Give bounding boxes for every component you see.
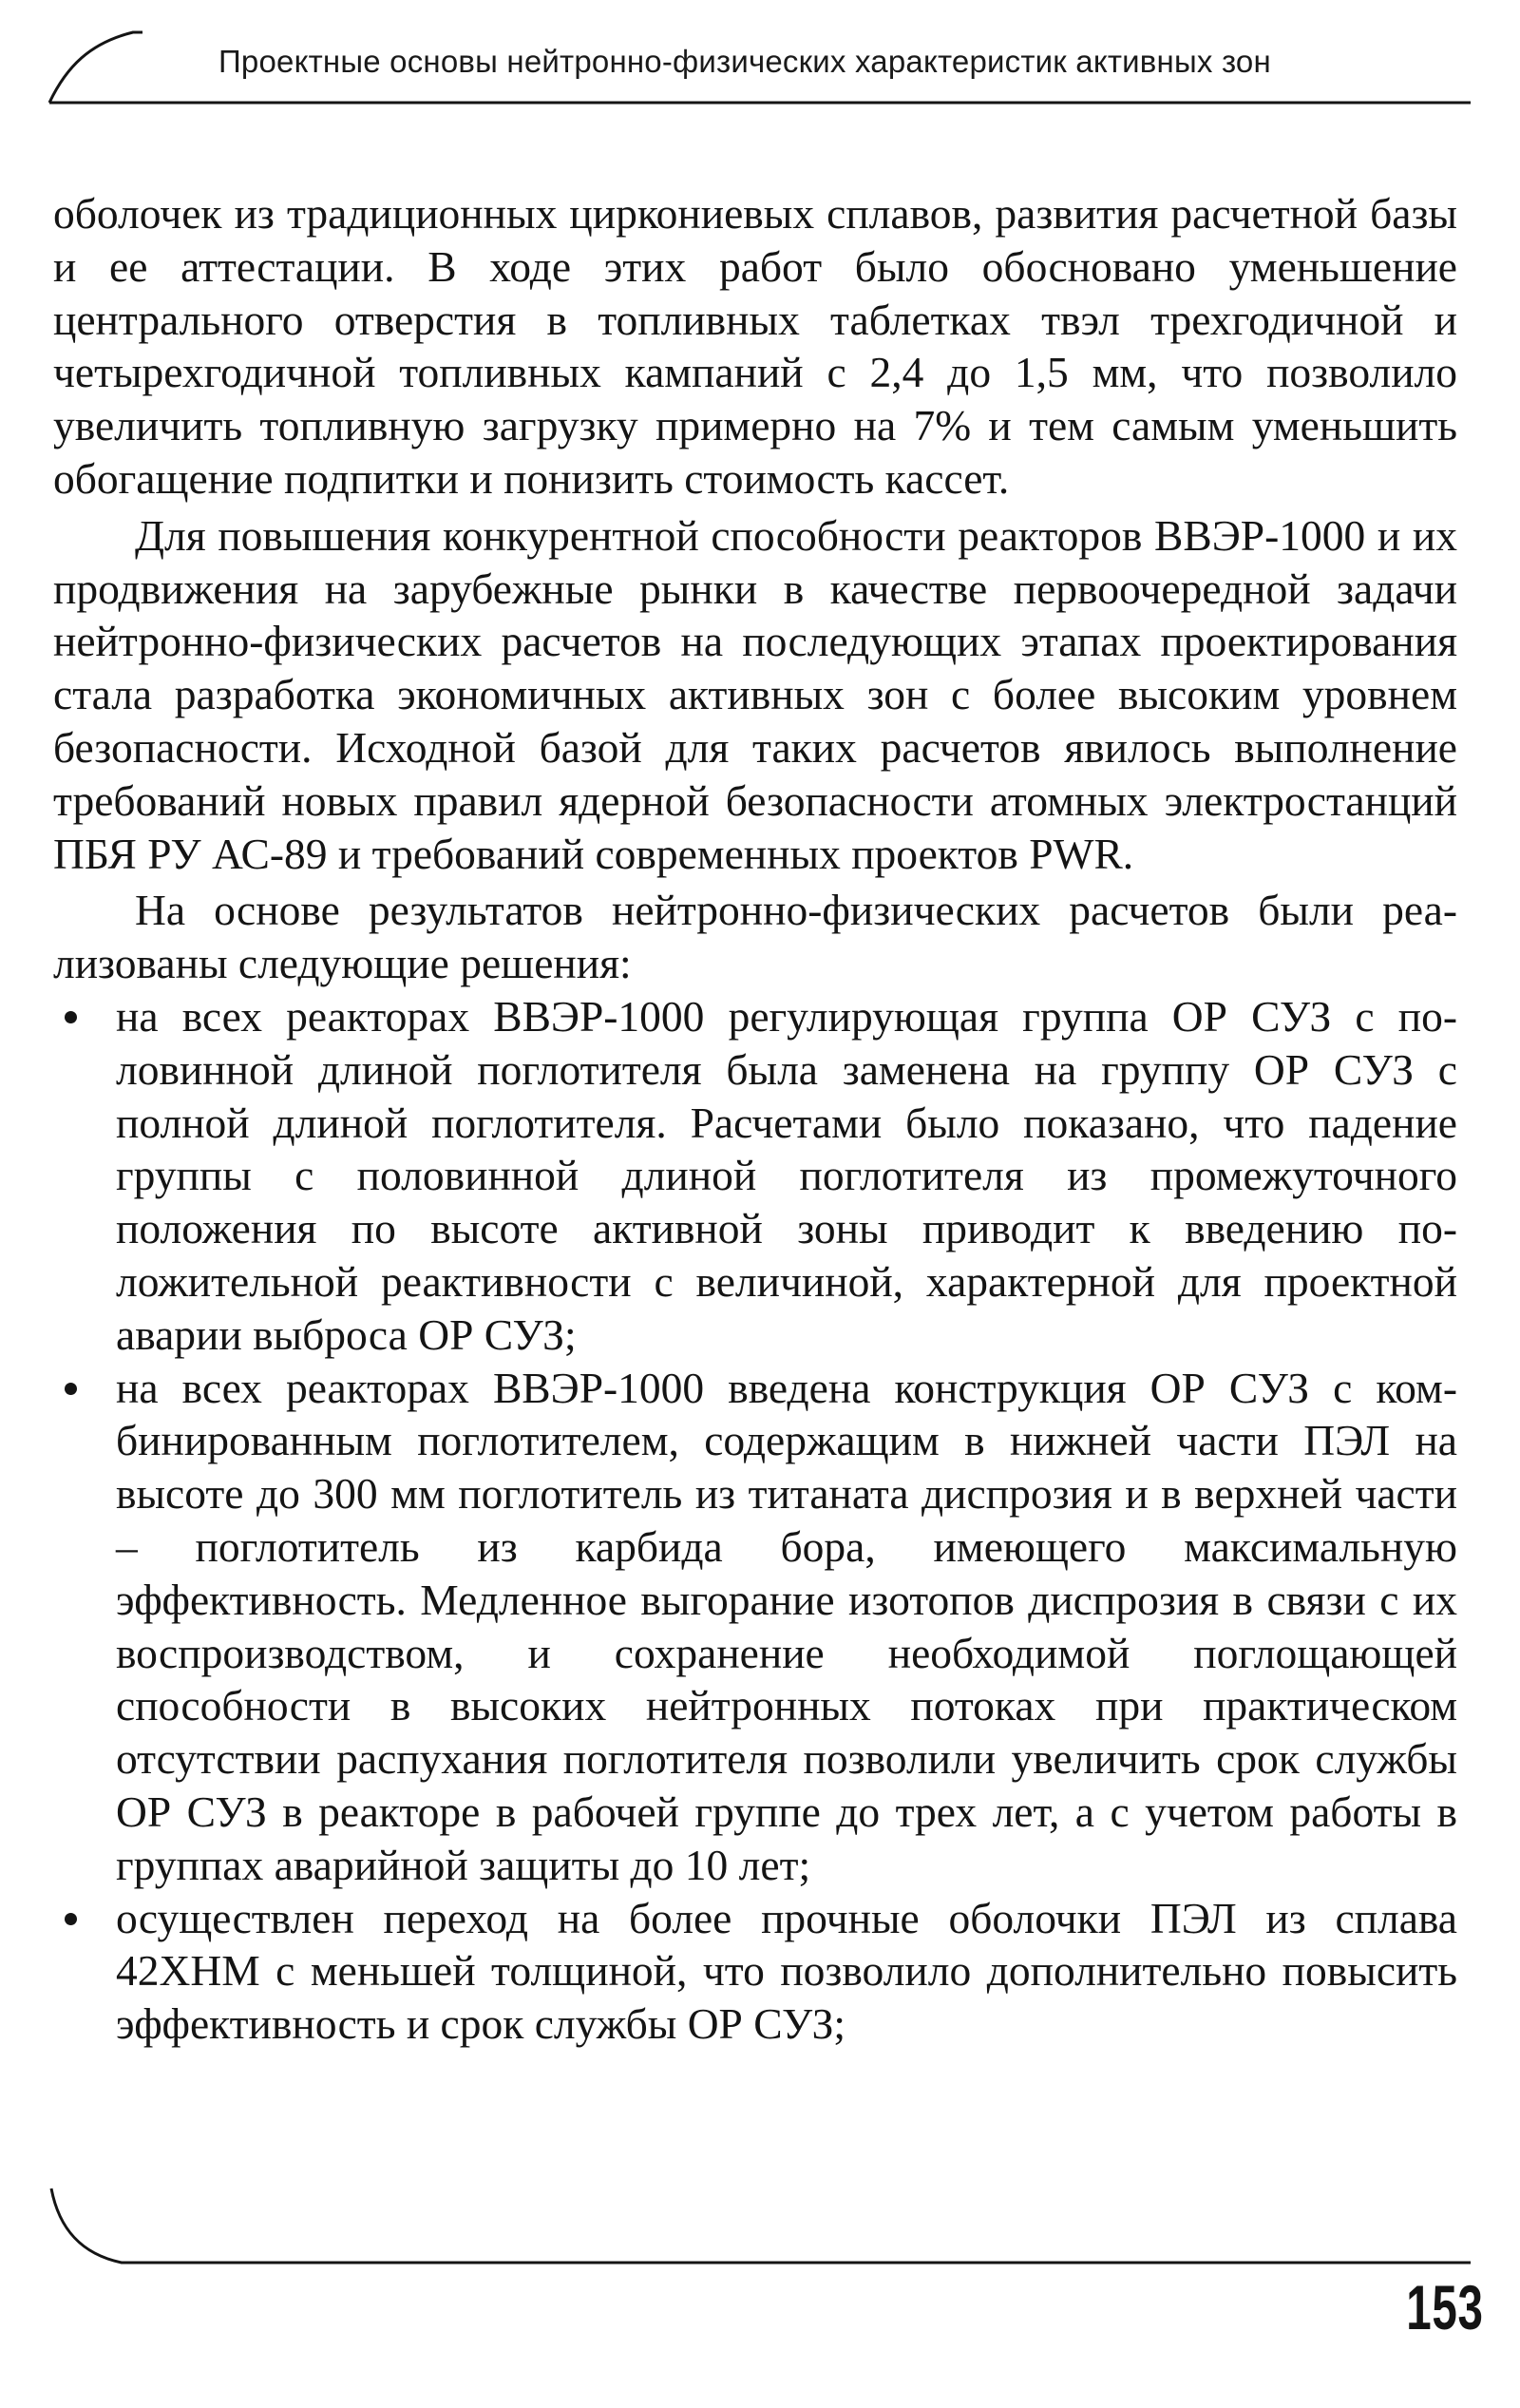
header-rule	[49, 32, 142, 103]
footer-rule	[51, 2188, 1471, 2263]
paragraph-1: оболочек из традиционных циркониевых сплавов, развития расчетной базы и ее аттестации. В ходе этих работ было обосновано уменьшение центрального отверстия в топливных таблетках твэл трехгодичной и четырехгодичной топливных кампаний с 2,4 до 1,5 мм, что позволило увеличить топливную загрузку примерно на 7% и тем самым уменьшить обогащение подпитки и понизить стоимость кассет.	[53, 189, 1457, 503]
page-body	[53, 187, 1457, 2051]
running-header: Проектные основы нейтронно-физических характеристик активных зон	[218, 44, 1271, 79]
list-item: на всех реакторах ВВЭР-1000 регулирующая группа ОР СУЗ с половинной длиной поглотителя была заменена на группу ОР СУЗ с полной длиной поглотителя. Расчетами было показано, что падение группы с половинной длиной поглотителя из промежуточного положения по высоте активной зоны приводит к введению положительной реактивности с величиной, характерной для проектной аварии выброса ОР СУЗ;	[53, 990, 1457, 1362]
list-item: осуществлен переход на более прочные оболочки ПЭЛ из сплава 42ХНМ с меньшей толщиной, что позволило дополнительно повысить эффективность и срок службы ОР СУЗ;	[53, 1892, 1457, 2051]
page-number: 153	[1406, 2272, 1484, 2342]
paragraph-2: Для повышения конкурентной способности реакторов ВВЭР-1000 и их продвижения на зарубежные рынки в качестве первоочередной задачи нейтронно-физических расчетов на последующих этапах проектирования стала разработка экономичных активных зон с более высоким уровнем безопасности. Исходной базой для таких расчетов явилось выполнение требований новых правил ядерной безопасности атомных электростанций ПБЯ РУ АС-89 и требований современных проектов PWR.	[53, 510, 1457, 878]
list-item: на всех реакторах ВВЭР-1000 введена конструкция ОР СУЗ с комбинированным поглотителем, содержащим в нижней части ПЭЛ на высоте до 300 мм поглотитель из титаната диспрозия и в верхней части – поглотитель из карбида бора, имеющего максимальную эффективность. Медленное выгорание изотопов диспрозия в связи с их воспроизводством, и сохранение необходимой поглощающей способности в высоких нейтронных потоках при практическом отсутствии распухания поглотителя позволили увеличить срок службы ОР СУЗ в реакторе в рабочей группе до трех лет, а с учетом работы в группах аварийной защиты до 10 лет;	[53, 1362, 1457, 1892]
decisions-list	[53, 990, 1457, 2051]
paragraph-3: На основе результатов нейтронно-физических расчетов были реализованы следующие решения:	[53, 886, 1457, 988]
